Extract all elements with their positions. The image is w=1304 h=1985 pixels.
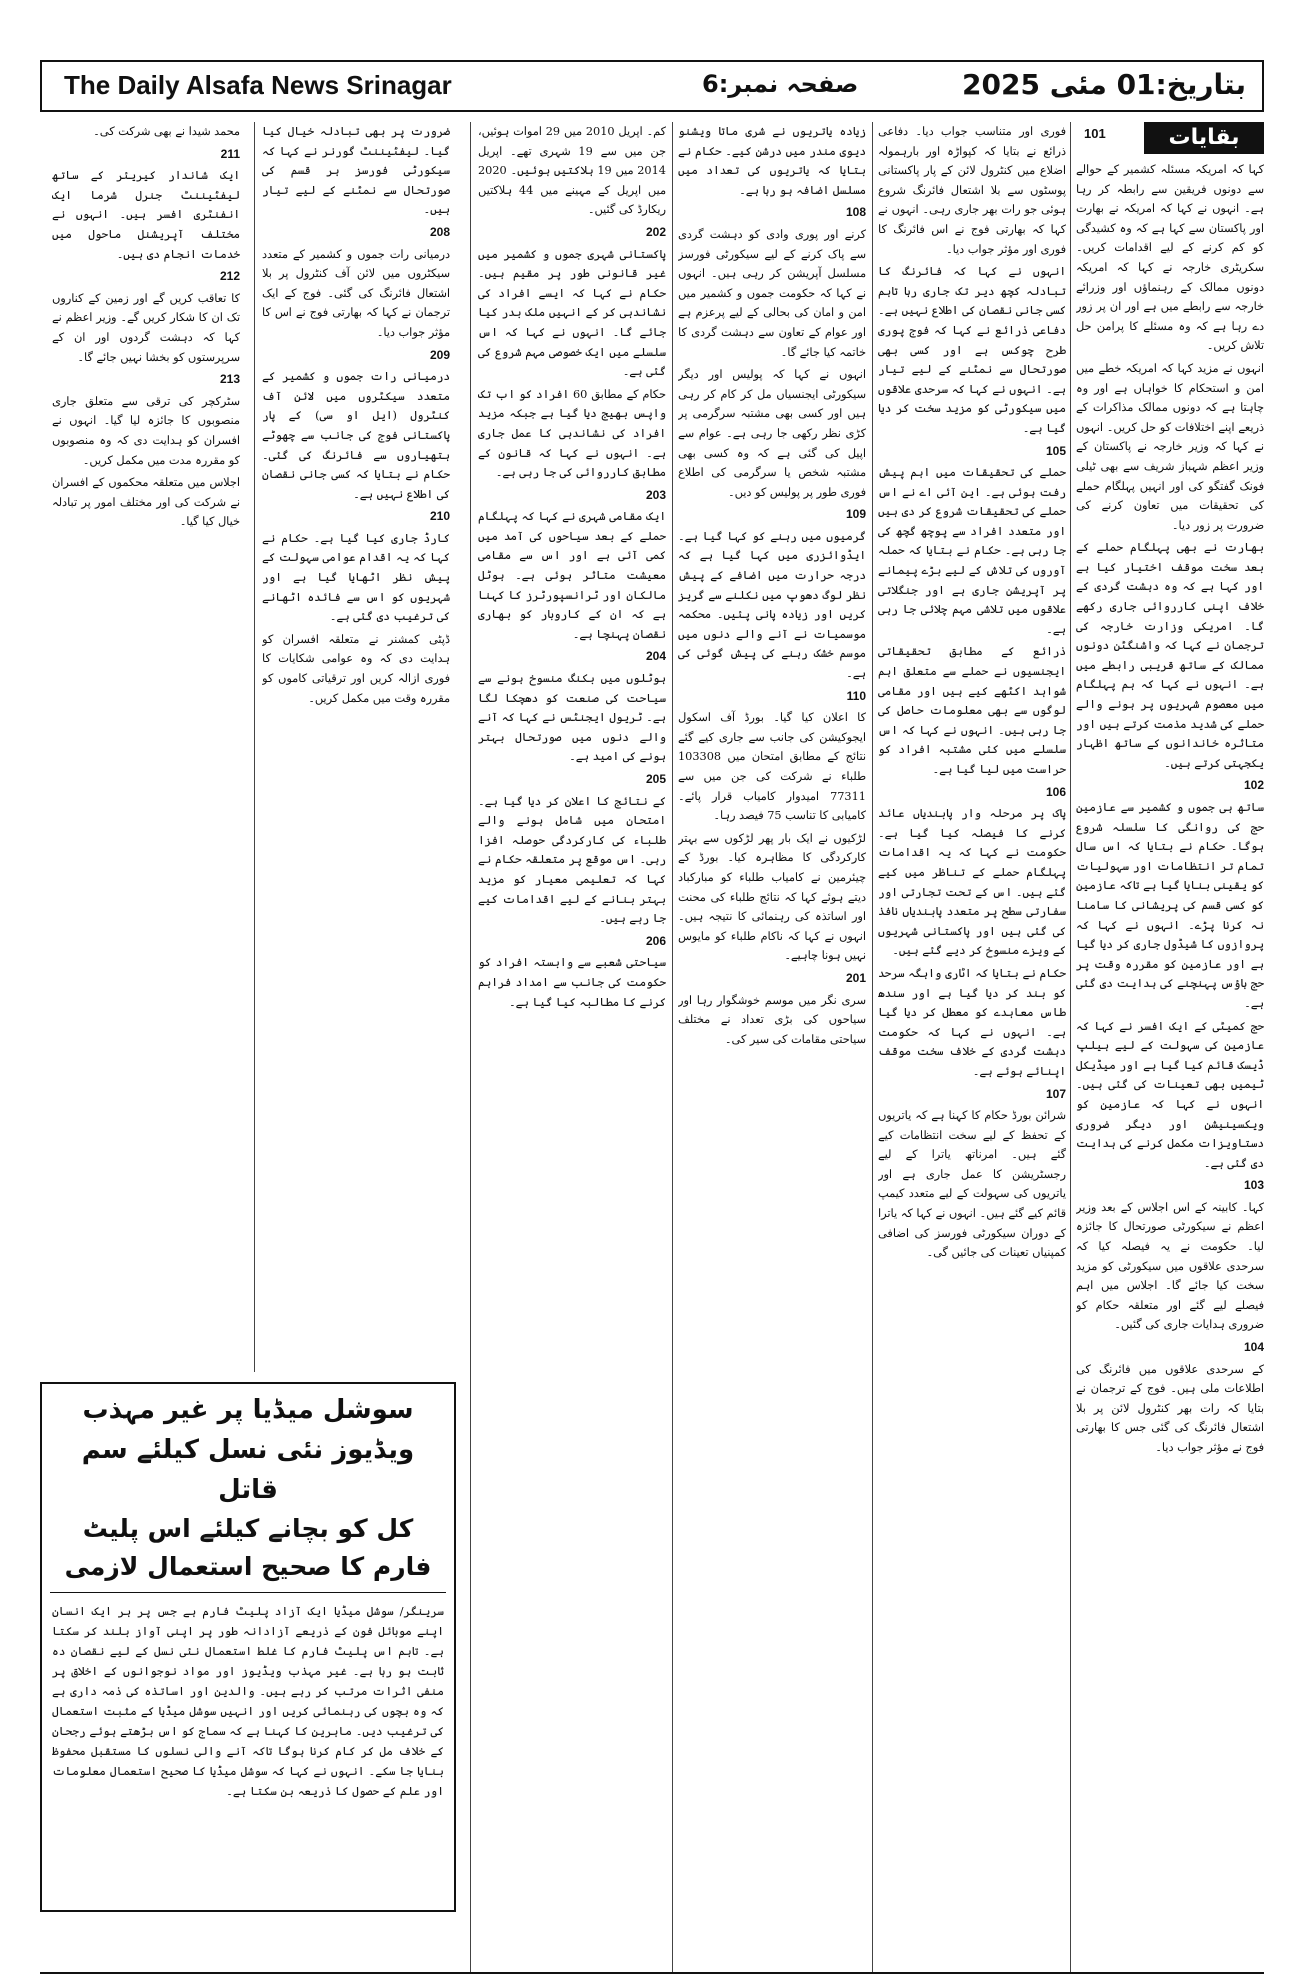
feature-body: سرینگر/ سوشل میڈیا ایک آزاد پلیٹ فارم ہے جس پر ہر ایک انسان اپنے موبائل فون کے ذریعے آزادانہ طور پر اپنی آواز بلند کر سکتا ہے۔ تاہم اس پلیٹ فارم کا غلط استعمال نئی نسل کے لیے نقصان دہ ثابت ہو رہا ہے۔ غیر مہذب ویڈیوز اور مواد نوجوانوں کے اخلاق پر منفی اثرات مرتب کر رہے ہیں۔ والدین اور اساتذہ کی ذمہ داری ہے کہ وہ بچوں کی رہنمائی کریں اور انہیں سوشل میڈیا کے مثبت استعمال کی ترغیب دیں۔ ماہرین کا کہنا ہے کہ سماج کو اس بڑھتے ہوئے رجحان کے خلاف مل کر کام کرنا ہوگا تاکہ آنے والی نسلوں کا مستقبل محفوظ بنایا جا سکے۔ انہوں نے کہا کہ سوشل میڈیا کا صحیح استعمال معلومات اور علم کے حصول کا ذریعہ بن سکتا ہے۔	[52, 1604, 444, 1798]
article-paragraph: شرائن بورڈ حکام کا کہنا ہے کہ یاتریوں کے تحفظ کے لیے سخت انتظامات کیے گئے ہیں۔ امرناتھ یاترا کے لیے رجسٹریشن کا عمل جاری ہے اور یاتریوں کی سہولت کے لیے متعدد کیمپ قائم کیے گئے ہیں۔ انہوں نے کہا کہ یاترا کے دوران سیکورٹی فورسز کی اضافی کمپنیاں تعینات کی جائیں گی۔	[878, 1109, 1066, 1260]
article-paragraph: ایک مقامی شہری نے کہا کہ پہلگام حملے کے بعد سیاحوں کی آمد میں کمی آئی ہے اور اس سے مقامی معیشت متاثر ہوئی ہے۔ ہوٹل مالکان اور ٹرانسپورٹرز کا کہنا ہے کہ ان کے کاروبار کو بھاری نقصان پہنچا ہے۔	[478, 510, 666, 641]
item-number: 211	[220, 146, 240, 161]
item-number: 208	[429, 224, 450, 239]
article-paragraph: حج کمیٹی کے ایک افسر نے کہا کہ عازمین کی سہولت کے لیے ہیلپ ڈیسک قائم کیا گیا ہے اور میڈیکل ٹیمیں بھی تعینات کی گئی ہیں۔ انہوں نے کہا کہ عازمین کو ویکسینیشن اور دیگر ضروری دستاویزات مکمل کرنے کی ہدایت دی گئی ہے۔	[1076, 1019, 1264, 1170]
item-number: 109	[845, 507, 866, 522]
item-number: 110	[846, 688, 866, 703]
item-number: 209	[429, 347, 450, 362]
column-6	[52, 122, 240, 1372]
article-paragraph: ضرورت پر بھی تبادلہ خیال کیا گیا۔ لیفٹیننٹ گورنر نے کہا کہ سیکورٹی فورسز ہر قسم کی صورتحال سے نمٹنے کے لیے تیار ہیں۔	[262, 125, 450, 217]
article-paragraph: فوری اور متناسب جواب دیا۔ دفاعی ذرائع نے بتایا کہ کپواڑہ اور بارہمولہ اضلاع میں کنٹرول لائن کے پار پاکستانی پوسٹوں سے بلا اشتعال فائرنگ شروع ہوئی جو رات بھر جاری رہی۔ انہوں نے کہا کہ بھارتی فوج نے اس فائرنگ کا فوری اور مؤثر جواب دیا۔	[878, 125, 1066, 256]
article-paragraph: انہوں نے کہا کہ پولیس اور دیگر سیکورٹی ایجنسیاں مل کر کام کر رہی ہیں اور کسی بھی مشتبہ سرگرمی پر کڑی نظر رکھی جا رہی ہے۔ عوام سے اپیل کی گئی ہے کہ وہ کسی بھی مشتبہ شخص یا سرگرمی کی اطلاع فوری طور پر پولیس کو دیں۔	[678, 368, 866, 499]
item-number: 206	[645, 933, 666, 948]
article-paragraph: انہوں نے کہا کہ فائرنگ کا تبادلہ کچھ دیر تک جاری رہا تاہم کسی جانی نقصان کی اطلاع نہیں ہے۔ دفاعی ذرائع نے کہا کہ فوج پوری طرح چوکس ہے اور کسی بھی صورتحال سے نمٹنے کے لیے تیار ہے۔ انہوں نے کہا کہ سرحدی علاقوں میں سیکورٹی کو مزید سخت کر دیا گیا ہے۔	[878, 265, 1066, 435]
article-paragraph: کا اعلان کیا گیا۔ بورڈ آف اسکول ایجوکیشن کی جانب سے جاری کیے گئے نتائج کے مطابق امتحان میں 103308 طلباء نے شرکت کی جن میں سے 77311 امیدوار کامیاب قرار پائے۔ کامیابی کا تناسب 75 فیصد رہا۔	[678, 711, 866, 823]
article-paragraph: ایک شاندار کیریئر کے ساتھ لیفٹیننٹ جنرل شرما ایک انفنٹری افسر ہیں۔ انہوں نے مختلف آپریشنل ماحول میں خدمات انجام دی ہیں۔	[52, 169, 240, 261]
masthead	[40, 60, 1264, 112]
article-paragraph: محمد شیدا نے بھی شرکت کی۔	[93, 125, 240, 138]
article-paragraph: درمیانی رات جموں و کشمیر کے متعدد سیکٹروں میں لائن آف کنٹرول پر بلا اشتعال فائرنگ کی گئی۔ فوج کے ایک ترجمان نے کہا کہ بھارتی فوج نے اس کا مؤثر جواب دیا۔	[262, 247, 450, 339]
feature-box	[40, 1382, 456, 1912]
article-paragraph: ساتھ ہی جموں و کشمیر سے عازمین حج کی روانگی کا سلسلہ شروع ہوگا۔ حکام نے بتایا کہ اس سال تمام تر انتظامات اور سہولیات کو یقینی بنایا گیا ہے تاکہ عازمین کو کسی قسم کی پریشانی کا سامنا نہ کرنا پڑے۔ انہوں نے کہا کہ پروازوں کا شیڈول جاری کر دیا گیا ہے اور عازمین کو مقررہ وقت پر حج ہاؤس پہنچنے کی ہدایت دی گئی ہے۔	[1076, 801, 1264, 1010]
item-number: 102	[1243, 778, 1264, 793]
article-paragraph: کارڈ جاری کیا گیا ہے۔ حکام نے کہا کہ یہ اقدام عوامی سہولت کے پیش نظر اٹھایا گیا ہے اور شہریوں کو اس سے فائدہ اٹھانے کی ترغیب دی گئی ہے۔	[262, 531, 450, 624]
article-paragraph: زیادہ یاتریوں نے شری ماتا ویشنو دیوی مندر میں درشن کیے۔ حکام نے بتایا کہ یاتریوں کی تعداد میں مسلسل اضافہ ہو رہا ہے۔	[678, 125, 866, 197]
column-5	[262, 122, 450, 1372]
item-number: 106	[1045, 784, 1066, 799]
item-number: 105	[1045, 443, 1066, 458]
article-paragraph: انہوں نے مزید کہا کہ امریکہ خطے میں امن و استحکام کا خواہاں ہے اور وہ چاہتا ہے کہ دونوں ممالک مذاکرات کے ذریعے اپنے اختلافات کو حل کریں۔ انہوں نے کہا کہ وزیر خارجہ نے پاکستان کے وزیر اعظم شہباز شریف سے بھی ٹیلی فونک گفتگو کی اور انہیں پہلگام حملے کی تحقیقات میں تعاون کرنے کی ضرورت پر زور دیا۔	[1076, 361, 1264, 532]
section-header	[1082, 122, 1264, 156]
article-paragraph: پاک پر مرحلہ وار پابندیاں عائد کرنے کا فیصلہ کیا گیا ہے۔ حکومت نے کہا کہ یہ اقدامات پہلگام حملے کے تناظر میں کیے گئے ہیں۔ اس کے تحت تجارتی اور سفارتی سطح پر متعدد پابندیاں نافذ کی گئی ہیں اور پاکستانی شہریوں کے ویزے منسوخ کر دیے گئے ہیں۔	[878, 807, 1066, 958]
article-paragraph: درمیانی رات جموں و کشمیر کے متعدد سیکٹروں میں لائن آف کنٹرول (ایل او سی) کے پار پاکستانی فوج کی جانب سے چھوٹے ہتھیاروں سے فائرنگ کی گئی۔ حکام نے بتایا کہ کسی جانی نقصان کی اطلاع نہیں ہے۔	[262, 370, 450, 501]
article-paragraph: ڈپٹی کمشنر نے متعلقہ افسران کو ہدایت دی کہ وہ عوامی شکایات کا فوری ازالہ کریں اور ترقیاتی کاموں کو مقررہ وقت میں مکمل کریں۔	[262, 632, 450, 705]
item-number: 108	[845, 205, 866, 220]
item-number: 205	[645, 772, 666, 786]
item-number: 202	[645, 224, 666, 239]
item-number: 212	[219, 269, 240, 284]
article-paragraph: کا تعاقب کریں گے اور زمین کے کناروں تک ان کا شکار کریں گے۔ وزیر اعظم نے کہا کہ دہشت گردوں اور ان کے سرپرستوں کو بخشا نہیں جائے گا۔	[52, 291, 240, 364]
article-paragraph: کم۔ اپریل 2010 میں 29 اموات ہوئیں، جن میں سے 19 شہری تھے۔ اپریل 2014 میں 19 ہلاکتیں ہوئیں۔ 2020 میں اپریل کے مہینے میں 44 ہلاکتیں ریکارڈ کی گئیں۔	[478, 125, 666, 217]
article-paragraph: گرمیوں میں رہنے کو کہا گیا ہے۔ ایڈوائزری میں کہا گیا ہے کہ درجہ حرارت میں اضافے کے پیش نظر لوگ دھوپ میں نکلنے سے گریز کریں اور زیادہ پانی پئیں۔ محکمہ موسمیات نے آنے والے دنوں میں موسم خشک رہنے کی پیش گوئی کی ہے۔	[678, 529, 866, 681]
article-paragraph: حکام نے بتایا کہ اٹاری واہگہ سرحد کو بند کر دیا گیا ہے اور سندھ طاس معاہدے کو معطل کر دیا گیا ہے۔ انہوں نے کہا کہ حکومت دہشت گردی کے خلاف سخت موقف اپنائے ہوئے ہے۔	[878, 966, 1066, 1078]
section-first-item-no: 101	[1084, 126, 1106, 141]
article-paragraph: کہا۔ کابینہ کے اس اجلاس کے بعد وزیر اعظم نے سیکورٹی صورتحال کا جائزہ لیا۔ حکومت نے یہ فیصلہ کیا کہ سرحدی علاقوں میں سیکورٹی کو مزید سخت کیا جائے گا۔ اجلاس میں اہم فیصلے لیے گئے اور متعلقہ حکام کو ضروری ہدایات جاری کی گئیں۔	[1076, 1200, 1264, 1332]
item-number: 204	[645, 649, 666, 664]
item-number: 107	[1045, 1086, 1066, 1101]
article-paragraph: سری نگر میں موسم خوشگوار رہا اور سیاحوں کی بڑی تعداد نے مختلف سیاحتی مقامات کی سیر کی۔	[678, 993, 866, 1046]
article-paragraph: سیاحتی شعبے سے وابستہ افراد کو حکومت کی جانب سے امداد فراہم کرنے کا مطالبہ کیا گیا ہے۔	[478, 956, 666, 1009]
column-2	[878, 122, 1066, 1972]
article-paragraph: کے سرحدی علاقوں میں فائرنگ کی اطلاعات ملی ہیں۔ فوج کے ترجمان نے بتایا کہ رات بھر کنٹرول لائن پر بلا اشتعال فائرنگ کی گئی جس کا بھارتی فوج نے مؤثر جواب دیا۔	[1076, 1362, 1264, 1454]
bottom-rule	[40, 1972, 1264, 1974]
column-divider	[470, 122, 471, 1972]
article-paragraph: سٹرکچر کی ترقی سے متعلق جاری منصوبوں کا جائزہ لیا گیا۔ انہوں نے افسران کو ہدایت دی کہ وہ منصوبوں کو مقررہ مدت میں مکمل کریں۔	[52, 394, 240, 467]
feature-headline: سوشل میڈیا پر غیر مہذب ویڈیوز نئی نسل کیلئے سم قاتل	[81, 1395, 415, 1505]
article-paragraph: کے نتائج کا اعلان کر دیا گیا ہے۔ امتحان میں شامل ہونے والے طلباء کی کارکردگی حوصلہ افزا رہی۔ اس موقع پر متعلقہ حکام نے کہا کہ تعلیمی معیار کو مزید بہتر بنانے کے لیے اقدامات کیے جا رہے ہیں۔	[478, 794, 666, 926]
column-divider	[872, 122, 873, 1972]
page-number: صفحہ نمبر:6	[702, 70, 859, 98]
article-paragraph: کہا کہ امریکہ مسئلہ کشمیر کے حوالے سے دونوں فریقین سے رابطہ کر رہا ہے۔ انہوں نے کہا کہ امریکہ نے بھارت اور پاکستان سے کہا ہے کہ وہ کشیدگی کو کم کرنے کے لیے اقدامات کریں۔ سکریٹری خارجہ نے کہا کہ امریکہ دونوں ممالک کے رہنماؤں اور وزرائے خارجہ سے رابطے میں ہے اور ان پر زور دے رہا ہے کہ وہ مسئلے کا پرامن حل تلاش کریں۔	[1076, 163, 1264, 353]
article-paragraph: ہوٹلوں میں بکنگ منسوخ ہونے سے سیاحت کی صنعت کو دھچکا لگا ہے۔ ٹریول ایجنٹس نے کہا کہ آنے والے دنوں میں صورتحال بہتر ہونے کی امید ہے۔	[478, 672, 666, 764]
paper-name: The Daily Alsafa News Srinagar	[64, 70, 452, 100]
column-4	[478, 122, 666, 1972]
article-paragraph: کرنے اور پوری وادی کو دہشت گردی سے پاک کرنے کے لیے سیکورٹی فورسز مسلسل آپریشن کر رہی ہیں۔ انہوں نے کہا کہ حکومت جموں و کشمیر میں امن و امان کی بحالی کے لیے پرعزم ہے اور عوام کے تعاون سے دہشت گردی کا خاتمہ کیا جائے گا۔	[678, 227, 866, 359]
column-divider	[254, 122, 255, 1372]
column-3	[678, 122, 866, 1972]
article-paragraph: اجلاس میں متعلقہ محکموں کے افسران نے شرکت کی اور مختلف امور پر تبادلہ خیال کیا گیا۔	[52, 476, 240, 529]
item-number: 201	[845, 970, 866, 985]
article-paragraph: لڑکیوں نے ایک بار پھر لڑکوں سے بہتر کارکردگی کا مظاہرہ کیا۔ بورڈ کے چیئرمین نے کامیاب طلباء کو مبارکباد دیتے ہوئے کہا کہ نتائج طلباء کی محنت اور اساتذہ کی رہنمائی کا نتیجہ ہیں۔ انہوں نے کہا کہ ناکام طلباء کو مایوس نہیں ہونا چاہیے۔	[678, 831, 866, 963]
article-paragraph: حملے کی تحقیقات میں اہم پیش رفت ہوئی ہے۔ این آئی اے نے اس حملے کی تحقیقات شروع کر دی ہیں اور متعدد افراد سے پوچھ گچھ کی جا رہی ہے۔ حکام نے بتایا کہ حملہ آوروں کی تلاش کے لیے بڑے پیمانے پر آپریشن جاری ہے اور جنگلاتی علاقوں میں تلاشی مہم چلائی جا رہی ہے۔	[878, 466, 1066, 636]
item-number: 103	[1243, 1178, 1264, 1193]
item-number: 213	[219, 372, 240, 387]
item-number: 203	[645, 487, 666, 502]
issue-date: بتاریخ:01 مئی 2025	[962, 68, 1246, 101]
article-paragraph: ذرائع کے مطابق تحقیقاتی ایجنسیوں نے حملے سے متعلق اہم شواہد اکٹھے کیے ہیں اور مقامی لوگوں سے بھی معلومات حاصل کی جا رہی ہیں۔ انہوں نے کہا کہ اس سلسلے میں کئی مشتبہ افراد کو حراست میں لیا گیا ہے۔	[878, 645, 1066, 776]
column-divider	[1070, 122, 1071, 1972]
article-paragraph: بھارت نے بھی پہلگام حملے کے بعد سخت موقف اختیار کیا ہے اور کہا ہے کہ وہ دہشت گردی کے خلاف اپنی کارروائی جاری رکھے گا۔ امریکی وزارت خارجہ کی ترجمان نے کہا کہ واشنگٹن دونوں ممالک کے ساتھ قریبی رابطے میں ہے۔ انہوں نے کہا کہ ہم پہلگام میں معصوم شہریوں پر ہونے والے حملے کی شدید مذمت کرتے ہیں اور متاثرہ خاندانوں کے ساتھ اظہار یکجہتی کرتے ہیں۔	[1076, 541, 1264, 770]
column-1	[1076, 160, 1264, 1972]
article-paragraph: حکام کے مطابق 60 افراد کو اب تک واپس بھیج دیا گیا ہے جبکہ مزید افراد کی نشاندہی کا عمل جاری ہے۔ انہوں نے کہا کہ قانون کے مطابق کارروائی کی جا رہی ہے۔	[478, 387, 666, 480]
item-number: 210	[429, 509, 450, 524]
newspaper-page	[40, 60, 1264, 1960]
section-title: بقایات	[1144, 122, 1264, 154]
item-number: 104	[1243, 1340, 1264, 1355]
column-divider	[672, 122, 673, 1972]
article-paragraph: پاکستانی شہری جموں و کشمیر میں غیر قانونی طور پر مقیم ہیں۔ حکام نے کہا کہ ایسے افراد کی نشاندہی کر کے انہیں ملک بدر کیا جائے گا۔ انہوں نے کہا کہ اس سلسلے میں ایک خصوصی مہم شروع کی گئی ہے۔	[478, 247, 666, 379]
feature-subheadline: کل کو بچانے کیلئے اس پلیٹ فارم کا صحیح استعمال لازمی	[50, 1510, 446, 1593]
